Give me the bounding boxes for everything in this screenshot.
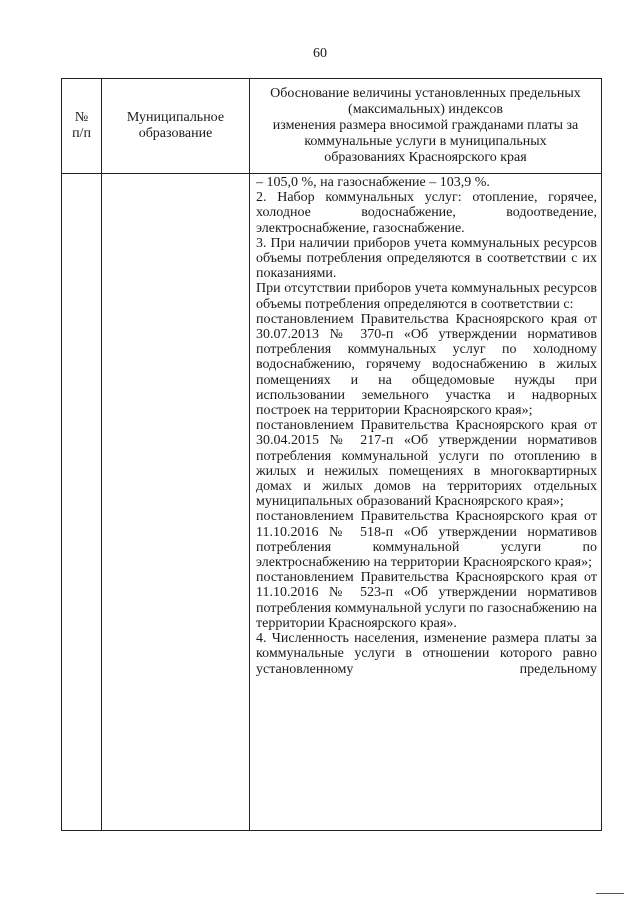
paragraph: 3. При наличии приборов учета коммунальных ресурсов объемы потребления определяются в соответствии с их показаниями. [256, 235, 597, 282]
header-justification-lines [254, 81, 597, 171]
justification-table [61, 78, 602, 831]
paragraph: При отсутствии приборов учета коммунальных ресурсов объемы потребления определяются в соответствии с: [256, 281, 597, 312]
paragraph: постановлением Правительства Красноярского края от 30.07.2013 № 370-п «Об утверждении нормативов потребления коммунальных услуг по холодному водоснабжению, горячему водоснабжению в жилых помещениях и на общедомовые нужды при использовании земельного участка и надворных построек на территории Красноярского края»; [256, 311, 597, 419]
footer-mark [596, 893, 624, 894]
header-justification [250, 79, 602, 174]
row-number-cell [62, 174, 102, 831]
header-justification-line: Обоснование величины установленных предельных [270, 86, 581, 101]
header-justification-line: образованиях Красноярского края [324, 150, 527, 165]
justification-text [250, 174, 601, 677]
header-number-label: № п/п [72, 110, 91, 141]
page-number: 60 [313, 46, 327, 61]
table-header-row [62, 79, 602, 174]
header-municipality-label: Муниципальное образование [126, 110, 225, 141]
paragraph: – 105,0 %, на газоснабжение – 103,9 %. [256, 175, 490, 190]
row-justification-cell [250, 174, 602, 831]
header-justification-line: (максимальных) индексов [348, 102, 503, 117]
row-municipality-cell [102, 174, 250, 831]
header-justification-line: коммунальные услуги в муниципальных [304, 134, 547, 149]
paragraph: постановлением Правительства Красноярского края от 30.04.2015 № 217-п «Об утверждении нормативов потребления коммунальной услуги по отоплению в жилых и нежилых помещениях в многоквартирных домах и жилых домов на территориях отдельных муниципальных образований Красноярского края»; [256, 418, 597, 510]
paragraph: постановлением Правительства Красноярского края от 11.10.2016 № 523-п «Об утверждении нормативов потребления коммунальной услуги по газоснабжению на территории Красноярского края». [256, 570, 597, 631]
header-justification-line: изменения размера вносимой гражданами платы за [272, 118, 579, 133]
paragraph: 4. Численность населения, изменение размера платы за коммунальные услуги в отношении которого равно установленному предельному [256, 631, 597, 677]
table-row [62, 174, 602, 831]
header-number [62, 79, 102, 174]
header-municipality [102, 79, 250, 174]
paragraph: 2. Набор коммунальных услуг: отопление, горячее, холодное водоснабжение, водоотведение, электроснабжение, газоснабжение. [256, 190, 597, 236]
paragraph: постановлением Правительства Красноярского края от 11.10.2016 № 518-п «Об утверждении нормативов потребления коммунальной услуги по электроснабжению на территории Красноярского края»; [256, 509, 597, 571]
